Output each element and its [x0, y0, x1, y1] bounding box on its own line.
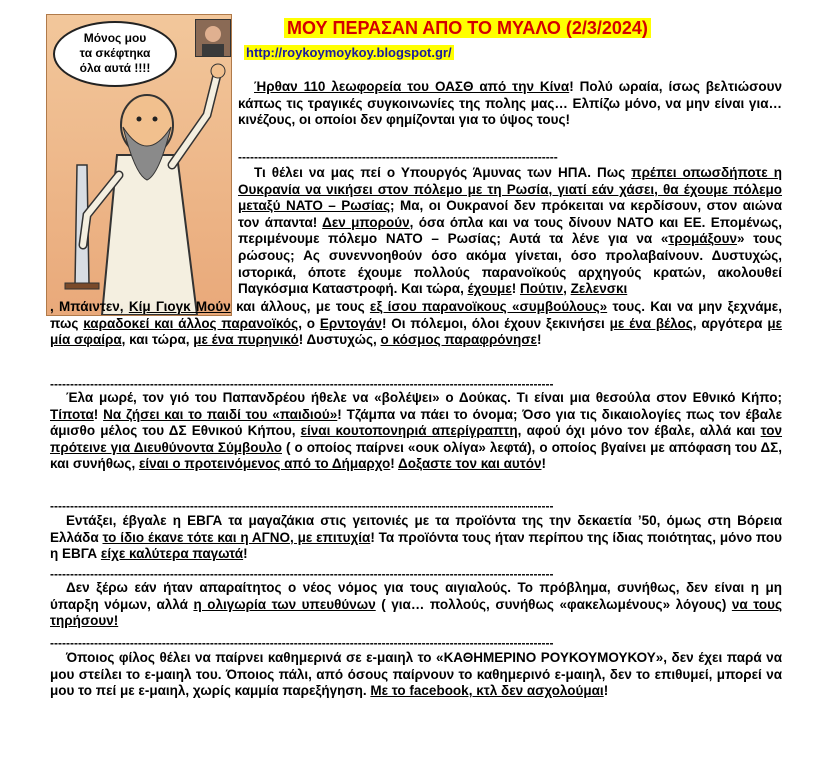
bubble-line-3: όλα αυτά !!!!: [79, 61, 151, 75]
text-underlined: να τους τηρήσουν!: [50, 596, 782, 629]
text: ,: [119, 299, 129, 314]
paragraph-war-part1: [238, 165, 782, 298]
text: ( ο οποίος παίρνει «ουκ ολίγα» λεφτά), ο οποίος βγαίνει με απόφαση του ΔΣ, και συνήθως,: [50, 439, 783, 472]
cartoon-illustration: [46, 14, 232, 316]
man-drawing: [47, 15, 231, 315]
text: ! Τα προϊόντα τους ήταν περίπου της ίδιας ποιότητας, μόνο που η ΕΒΓΑ: [50, 529, 782, 562]
text: !: [541, 456, 547, 472]
paragraph-war-part2: [50, 299, 782, 349]
text-underlined: Δεν μπορούν: [322, 214, 410, 230]
text-underlined: το ίδιο έκανε τότε και η ΑΓΝΟ, με επιτυχία: [102, 529, 371, 545]
text: , αργότερα: [692, 315, 768, 331]
page-title: ΜΟΥ ΠΕΡΑΣΑΝ ΑΠΟ ΤΟ ΜΥΑΛΟ (2/3/2024): [284, 18, 651, 38]
text: ( για… πολλούς, συνήθως «φακελωμένους» λόγους): [375, 596, 732, 612]
text-underlined: έχουμε: [467, 281, 512, 297]
text-underlined: Ζελενσκι: [570, 281, 628, 297]
text: !: [603, 683, 609, 699]
text-underlined: με μία σφαίρα: [50, 315, 782, 348]
text-underlined: Δοξαστε τον και αυτόν: [398, 456, 542, 472]
text-underlined: Ήρθαν 110 λεωφορεία του ΟΑΣΘ από την Κίνα: [254, 79, 570, 94]
text-underlined: Με το facebook, κτλ δεν ασχολούμαι: [370, 683, 604, 699]
text-underlined: εξ ίσου παρανοϊκους «συμβούλους»: [369, 299, 608, 314]
text-underlined: τρομάξουν: [668, 231, 738, 247]
text: και άλλους, με τους: [230, 299, 370, 314]
text: ,: [563, 281, 571, 297]
title-wrapper: [284, 18, 734, 39]
text: ! Οι πόλεμοι, όλοι έχουν ξεκινήσει: [381, 315, 610, 331]
text: ! Πολύ ωραία, ίσως βελτιώσουν κάπως τις τραγικές συγκοινωνίες της πολης μας… Ελπίζω μόνο, να μην είναι για… κινέζους, οι οποίοι δεν φημίζονται για το ύψος τους!: [238, 79, 782, 128]
separator: ------------------------------------------------------------------------------------------------------------------------------: [50, 378, 554, 390]
paragraph-coasts: [50, 580, 782, 630]
text: , όσα όπλα και να τους δίνουν ΝΑΤΟ και ΕΕ. Επομένως, περιμένουμε πόλεμο ΝΑΤΟ – Ρωσίας; Αυτά τα λένε για να «: [238, 214, 782, 247]
text: Δεν ξέρω εάν ήταν απαραίτητος ο νέος νόμος για τους αιγιαλούς. Το πρόβλημα, συνήθως, δεν είναι η μη ύπαρξη νόμων, αλλά: [50, 580, 782, 612]
paragraph-subscription: [50, 650, 782, 700]
text: Έλα μωρέ, τον γιό του Παπανδρέου ήθελε να «βολέψει» ο Δούκας. Τι είναι μια θεσούλα στον Εθνικό Κήπο;: [66, 390, 782, 405]
text-underlined: Κίμ Γιογκ Μούν: [128, 299, 231, 314]
bubble-line-2: τα σκέφτηκα: [79, 46, 151, 60]
separator: ------------------------------------------------------------------------------------------------------------------------------: [50, 568, 554, 580]
text: ; Μα, οι Ουκρανοί δεν πρόκειται να κερδίσουν, στον αιώνα τον άπαντα!: [238, 198, 782, 230]
text-underlined: ο κόσμος παραφρόνησε: [380, 332, 537, 348]
text-underlined: με ένα πυρηνικό: [193, 332, 299, 348]
text-underlined: Ερντογάν: [319, 315, 382, 331]
text: , αφού όχι μόνο τον έβαλε, αλλά και: [517, 423, 761, 439]
text: ! Τζάμπα να πάει το όνομα; Όσο για τις δικαιολογίες πως τον έβαλε άμισθο μέλος του ΔΣ Εθνικού Κήπου,: [50, 406, 783, 439]
text: !: [536, 332, 542, 348]
paragraph-doukas: [50, 390, 782, 473]
separator: --------------------------------------------------------------------------------: [238, 151, 558, 163]
text: τους. Και να μην ξεχνάμε, πως: [50, 299, 782, 331]
text: , Μπάιντεν: [50, 299, 120, 314]
text-underlined: είχε καλύτερα παγωτά: [100, 546, 244, 562]
paragraph-evga: [50, 513, 782, 563]
text-underlined: Να ζήσει και το παιδί του «παιδιού»: [103, 406, 338, 422]
bubble-line-1: Μόνος μου: [83, 31, 147, 45]
text: ! Δυστυχώς,: [298, 332, 381, 348]
text: !: [390, 456, 399, 472]
text-underlined: Τίποτα: [50, 406, 94, 422]
separator: ------------------------------------------------------------------------------------------------------------------------------: [50, 637, 554, 649]
text-underlined: με ένα βέλος: [609, 315, 693, 331]
text: Τι θέλει να μας πεί ο Υπουργός Άμυνας των ΗΠΑ. Πως: [254, 165, 632, 180]
separator: ------------------------------------------------------------------------------------------------------------------------------: [50, 500, 554, 512]
text: !: [511, 281, 520, 297]
text: !: [93, 406, 104, 422]
blog-url[interactable]: http://roykoymoykoy.blogspot.gr/: [246, 45, 452, 60]
text: , και τώρα,: [121, 332, 194, 348]
text-underlined: τον πρότεινε για Διευθύνοντα Σύμβουλο: [50, 423, 783, 455]
text-underlined: πρέπει οπωσδήποτε η Ουκρανία να νικήσει στον πόλεμο με τη Ρωσία, γιατί εάν χάσει, θα έχουμε πόλεμο μεταξύ ΝΑΤΟ – Ρωσίας: [238, 165, 782, 214]
text: Εντάξει, έβγαλε η ΕΒΓΑ τα μαγαζάκια στις γειτονιές με τα προϊόντα της την δεκαετία ’50, όμως στη Βόρεια Ελλάδα: [50, 513, 782, 545]
text: , ο: [298, 315, 320, 331]
text-underlined: η ολιγωρία των υπευθύνων: [193, 596, 376, 612]
text-underlined: Πούτιν: [519, 281, 564, 297]
paragraph-buses: [238, 79, 782, 129]
text-underlined: καραδοκεί και άλλος παρανοϊκός: [83, 315, 299, 331]
text: » τους ρώσους; Ας συνεννοηθούν όσο ακόμα γίνεται, όσο προλαβαίνουν. Δυστυχώς, ιστορικά, όποτε έχουμε πολλούς παρανοϊκούς αρχηγούς κρατών, ακολουθεί Παγκόσμια Καταστροφή. Και τώρα,: [238, 231, 782, 297]
text: Όποιος φίλος θέλει να παίρνει καθημερινά σε ε-μαιηλ το «ΚΑΘΗΜΕΡΙΝΟ ΡΟΥΚΟΥΜΟΥΚΟΥ», δεν έχει παρά να μου στείλει το ε-μαιηλ του. Όποιος πάλι, από όσους παίρνουν το καθημερινό ε-μαιηλ, δεν το επιθυμεί, μπορεί να μου το πεί με ε-μαιηλ, χωρίς καμμία παρεξήγηση.: [50, 650, 782, 699]
text-underlined: είναι ο προτεινόμενος από το Δήμαρχο: [138, 456, 391, 472]
text-underlined: είναι κουτοπονηριά απερίγραπτη: [300, 423, 518, 439]
text: !: [243, 546, 248, 562]
